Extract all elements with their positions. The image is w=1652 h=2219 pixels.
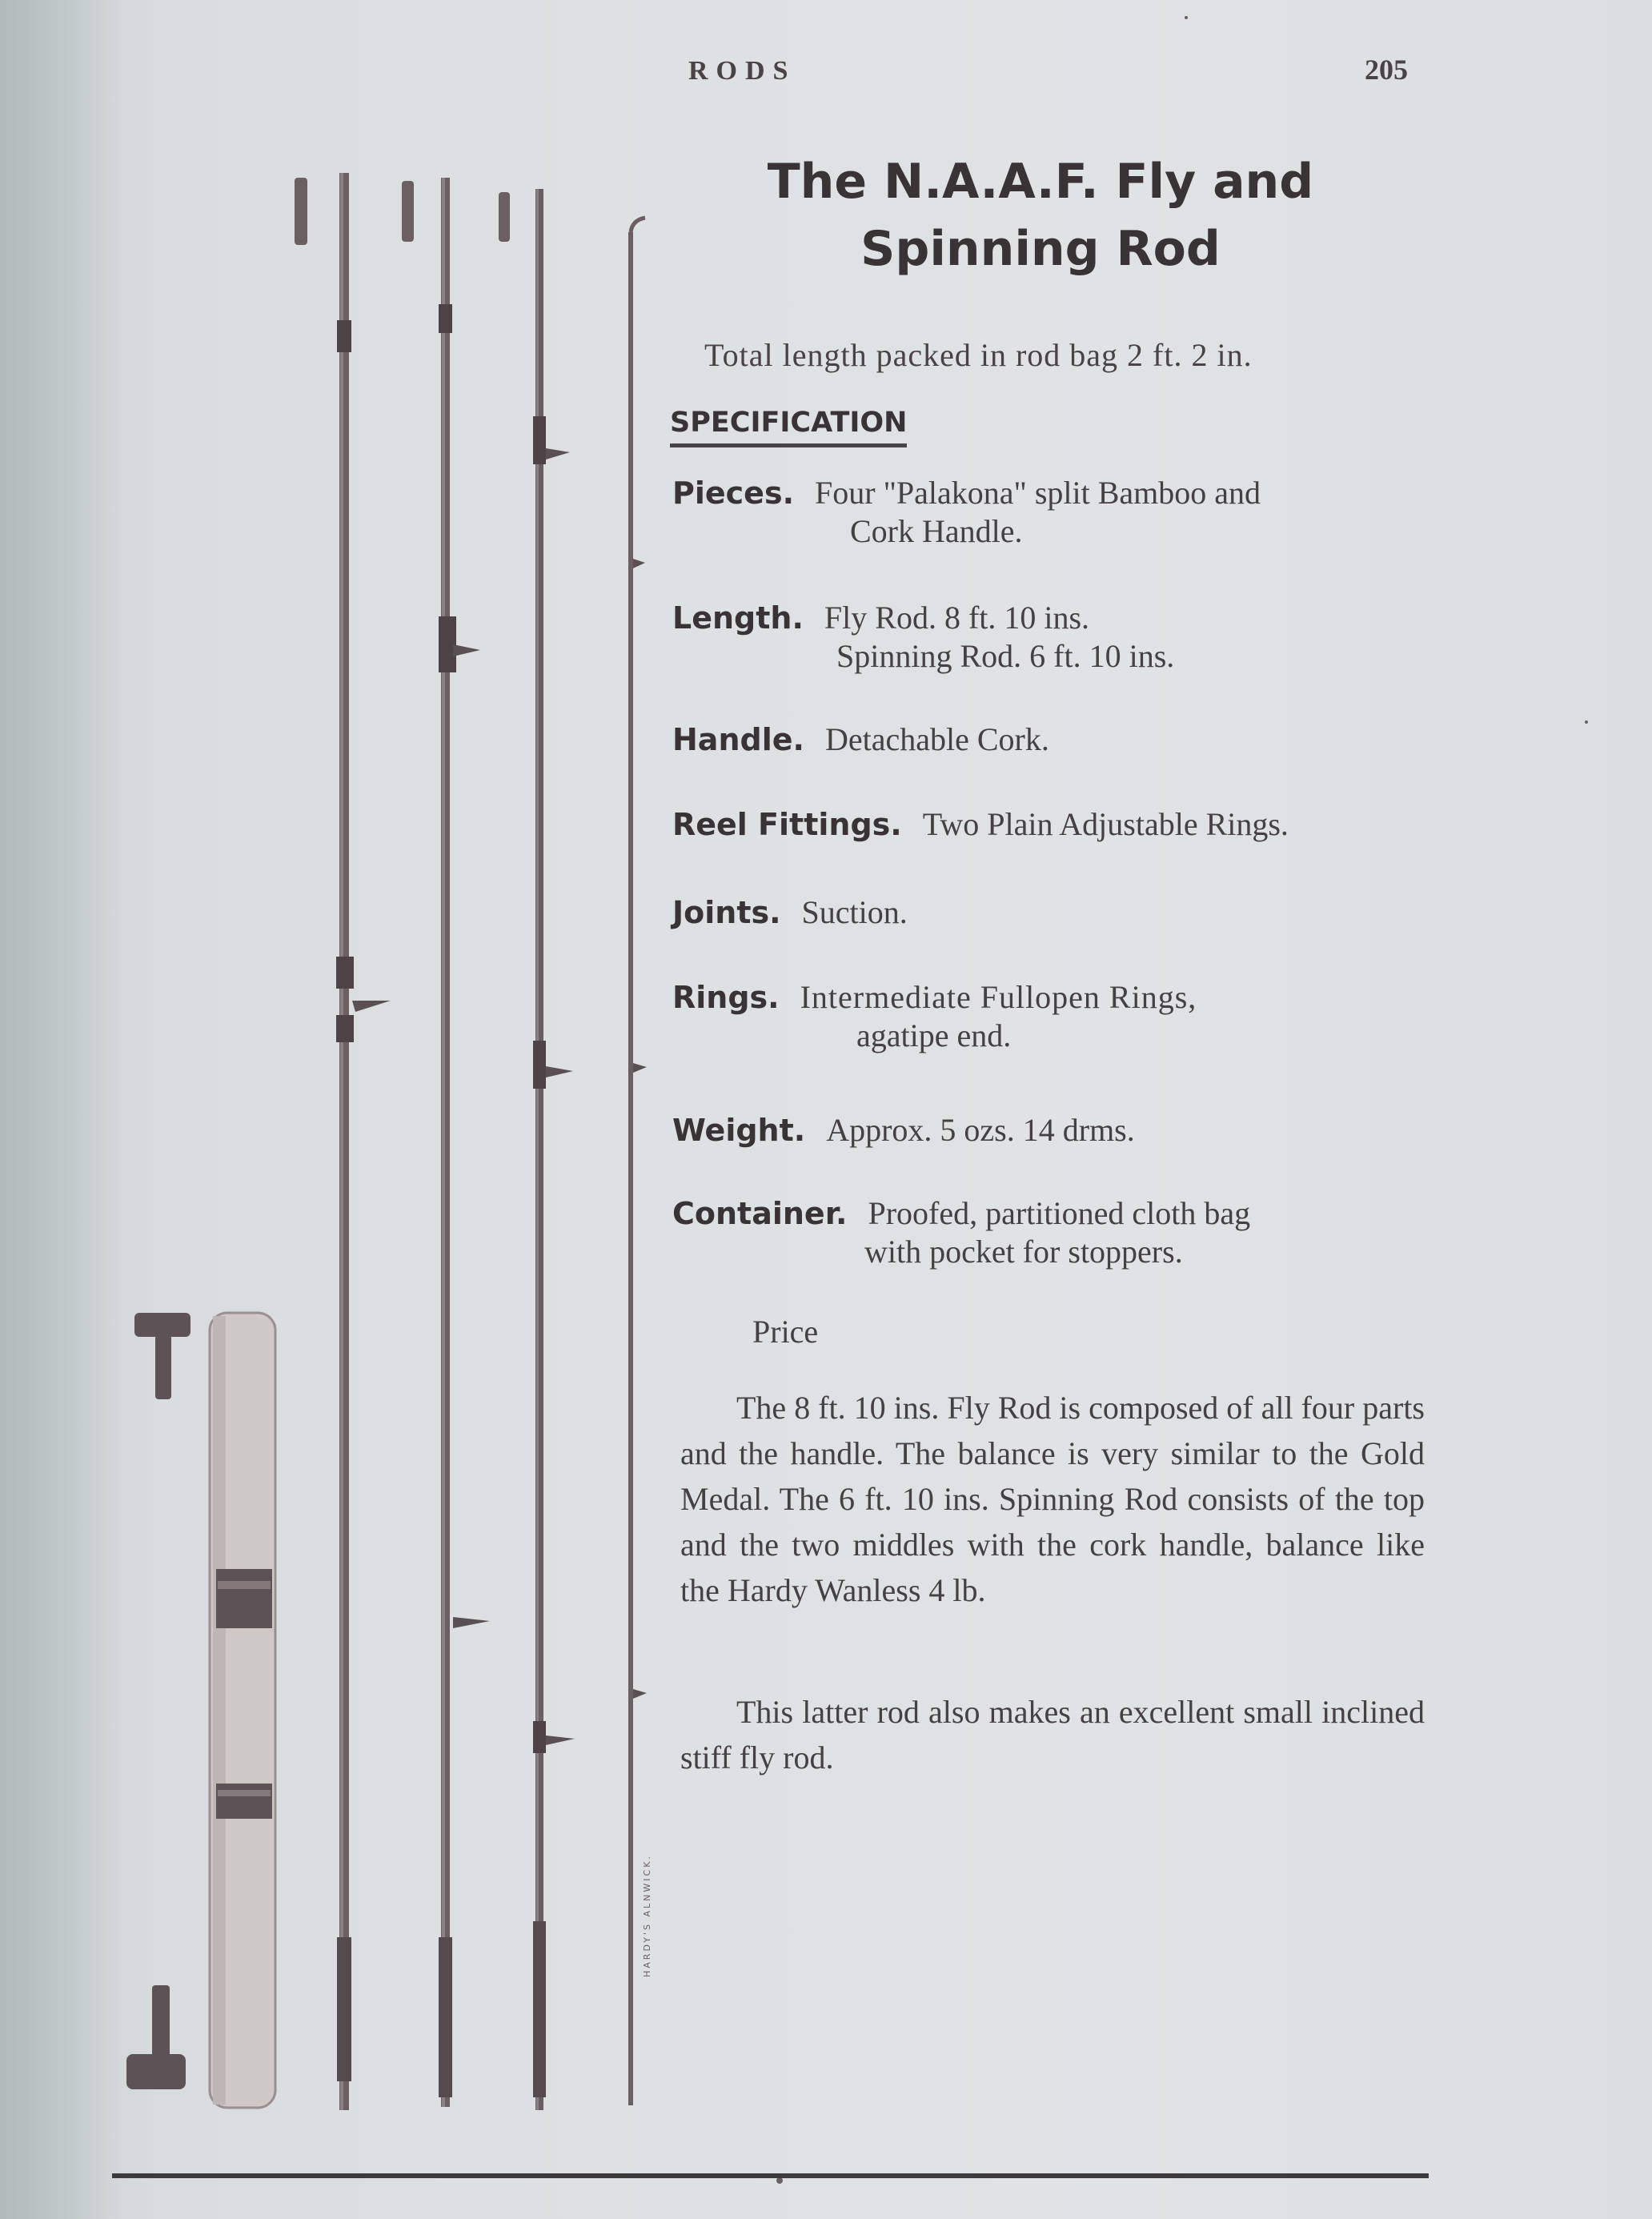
spec-value: Proofed, partitioned cloth bag xyxy=(868,1195,1251,1231)
price-label: Price xyxy=(752,1314,819,1350)
spec-value: Detachable Cork. xyxy=(824,721,1049,757)
end-cap-icon xyxy=(126,1313,190,2089)
title-line-1: The N.A.A.F. Fly and xyxy=(767,154,1314,210)
spec-label: Handle. xyxy=(672,722,804,757)
title-line-2: Spinning Rod xyxy=(860,221,1221,277)
specification-heading: SPECIFICATION xyxy=(670,407,907,447)
spec-label: Joints. xyxy=(672,895,781,930)
rod-section-middle-2 xyxy=(533,189,575,2110)
rod-maker-mark: HARDY'S ALNWICK. xyxy=(642,1854,652,1977)
rod-section-middle-1 xyxy=(439,178,490,2107)
cork-handle xyxy=(210,1313,275,2108)
spec-value: Suction. xyxy=(801,894,908,930)
rod-section-butt xyxy=(336,173,391,2110)
spec-label: Container. xyxy=(672,1196,848,1231)
running-head: RODS xyxy=(688,56,796,86)
ferrule-stopper-icon xyxy=(295,178,510,245)
specks xyxy=(1585,720,1588,724)
spec-value-continued: with pocket for stoppers. xyxy=(864,1234,1183,1270)
packed-length-note: Total length packed in rod bag 2 ft. 2 in. xyxy=(704,337,1253,373)
spec-value: Approx. 5 ozs. 14 drms. xyxy=(826,1112,1135,1148)
spec-label: Pieces. xyxy=(672,476,794,511)
specks xyxy=(1185,16,1188,19)
spec-value-continued: Cork Handle. xyxy=(850,513,1023,549)
description-paragraph: This latter rod also makes an excellent small inclined stiff fly rod. xyxy=(680,1694,1425,1776)
spec-label: Reel Fittings. xyxy=(672,807,902,842)
spec-label: Length. xyxy=(672,600,804,636)
specks xyxy=(776,2177,783,2184)
spec-value: Intermediate Fullopen Rings, xyxy=(800,979,1197,1015)
spec-value-continued: agatipe end. xyxy=(856,1017,1012,1053)
spec-value: Two Plain Adjustable Rings. xyxy=(922,806,1289,842)
spec-value-continued: Spinning Rod. 6 ft. 10 ins. xyxy=(836,638,1175,674)
rod-section-tip xyxy=(628,218,652,2105)
spec-value: Four "Palakona" split Bamboo and xyxy=(815,475,1261,511)
spec-value: Fly Rod. 8 ft. 10 ins. xyxy=(824,600,1090,636)
spec-label: Weight. xyxy=(672,1113,806,1148)
bottom-rule xyxy=(112,2173,1429,2178)
description-paragraph: The 8 ft. 10 ins. Fly Rod is composed of all four parts and the handle. The balance is very similar to the Gold Medal. The 6 ft. 10 ins. Spinning Rod consists of the top and the two middles with the cork handle, balance like the Hardy Wanless 4 lb. xyxy=(680,1390,1425,1608)
page-number: 205 xyxy=(1365,54,1408,86)
spec-label: Rings. xyxy=(672,980,780,1015)
